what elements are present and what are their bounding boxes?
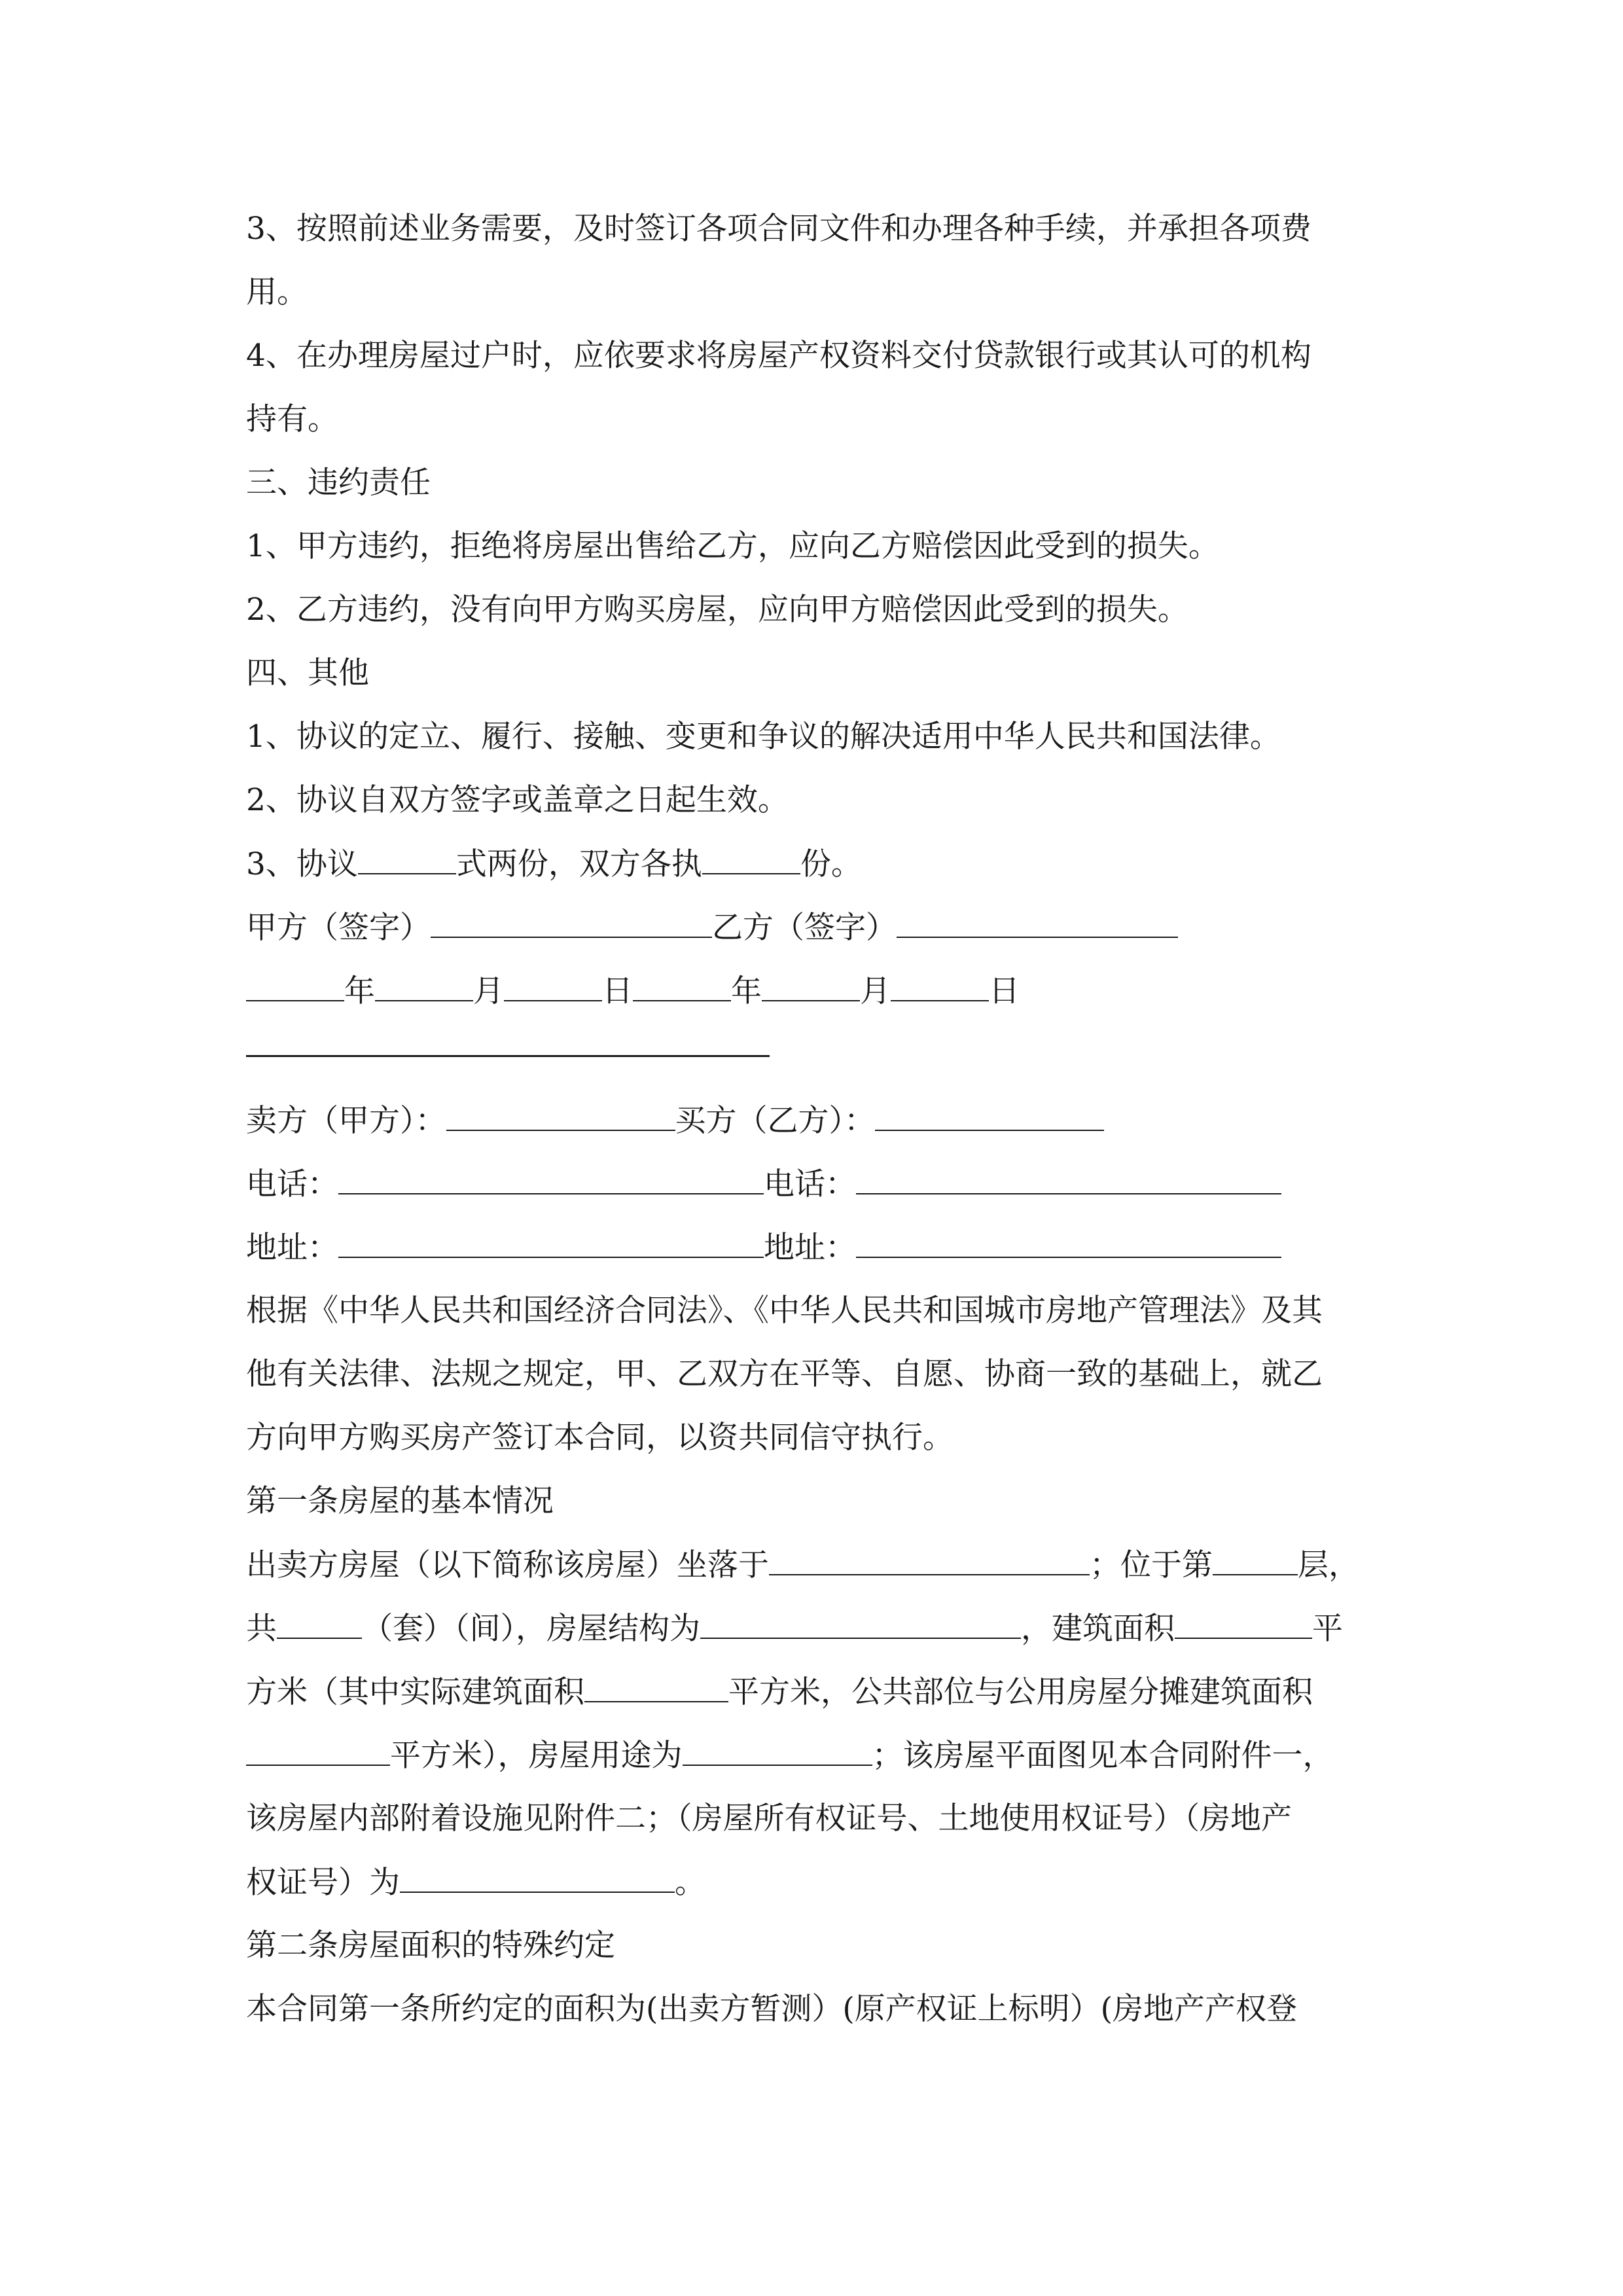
- article1-title: 第一条房屋的基本情况: [246, 1483, 554, 1519]
- buyer-phone-blank[interactable]: [856, 1164, 1281, 1194]
- section-breach-heading: 三、违约责任: [246, 465, 431, 501]
- article1-line4: 平方米），房屋用途为 ；该房屋平面图见本合同附件一，: [246, 1736, 1334, 1775]
- buyer-blank[interactable]: [875, 1101, 1104, 1131]
- usage-blank[interactable]: [683, 1736, 872, 1766]
- month-blank-a[interactable]: [375, 971, 473, 1001]
- other-clause-3: 3、协议 式两份，双方各执 份。: [246, 844, 862, 884]
- party-b-signature-blank[interactable]: [897, 908, 1178, 938]
- total-units-blank[interactable]: [277, 1609, 362, 1639]
- day-blank-a[interactable]: [504, 971, 602, 1001]
- breach-clause-1: 1、甲方违约，拒绝将房屋出售给乙方，应向乙方赔偿因此受到的损失。: [246, 528, 1219, 564]
- day-blank-b[interactable]: [891, 971, 989, 1001]
- other-clause-2: 2、协议自双方签字或盖章之日起生效。: [246, 782, 789, 818]
- month-blank-b[interactable]: [762, 971, 860, 1001]
- article2-title: 第二条房屋面积的特殊约定: [246, 1928, 615, 1964]
- copies-each-blank[interactable]: [702, 844, 800, 874]
- other-clause-1: 1、协议的定立、履行、接触、变更和争议的解决适用中华人民共和国法律。: [246, 719, 1281, 755]
- article1-line3: 方米（其中实际建筑面积 平方米，公共部位与公用房屋分摊建筑面积: [246, 1672, 1313, 1712]
- preamble-line2: 他有关法律、法规之规定，甲、乙双方在平等、自愿、协商一致的基础上，就乙: [246, 1356, 1323, 1392]
- location-blank[interactable]: [769, 1545, 1090, 1575]
- section-other-heading: 四、其他: [246, 655, 369, 691]
- clause-3-line2: 用。: [246, 274, 308, 310]
- date-line: 年 月 日 年 月 日: [246, 971, 1020, 1011]
- breach-clause-2: 2、乙方违约，没有向甲方购买房屋，应向甲方赔偿因此受到的损失。: [246, 592, 1188, 628]
- section-divider: [246, 1055, 770, 1057]
- year-blank-a[interactable]: [246, 971, 344, 1001]
- copies-count-blank[interactable]: [358, 844, 456, 874]
- article1-line5: 该房屋内部附着设施见附件二；（房屋所有权证号、土地使用权证号）（房地产: [246, 1801, 1292, 1837]
- address-line: 地址： 地址：: [246, 1228, 1281, 1267]
- clause-4-line1: 4、在办理房屋过户时，应依要求将房屋产权资料交付贷款银行或其认可的机构: [246, 338, 1311, 374]
- clause-3-line1: 3、按照前述业务需要，及时签订各项合同文件和办理各种手续，并承担各项费: [246, 211, 1311, 247]
- certificate-number-blank[interactable]: [400, 1863, 675, 1893]
- article1-line2: 共 （套）（间），房屋结构为 ，建筑面积 平: [246, 1609, 1343, 1648]
- seller-blank[interactable]: [446, 1101, 675, 1131]
- building-area-blank[interactable]: [1175, 1609, 1312, 1639]
- parties-line: 卖方（甲方）： 买方（乙方）：: [246, 1101, 1104, 1140]
- party-a-signature-blank[interactable]: [431, 908, 712, 938]
- phone-line: 电话： 电话：: [246, 1164, 1281, 1204]
- article2-line1: 本合同第一条所约定的面积为(出卖方暂测）(原产权证上标明）(房地产产权登: [246, 1991, 1298, 2027]
- preamble-line3: 方向甲方购买房产签订本合同，以资共同信守执行。: [246, 1420, 954, 1456]
- structure-blank[interactable]: [700, 1609, 1021, 1639]
- signature-line: 甲方（签字） 乙方（签字）: [246, 908, 1178, 947]
- article1-line1: 出卖方房屋（以下简称该房屋）坐落于 ；位于第 层，: [246, 1545, 1359, 1585]
- actual-area-blank[interactable]: [584, 1672, 728, 1702]
- seller-address-blank[interactable]: [338, 1228, 764, 1258]
- article1-line6: 权证号）为 。: [246, 1863, 705, 1902]
- year-blank-b[interactable]: [633, 971, 731, 1001]
- seller-phone-blank[interactable]: [338, 1164, 764, 1194]
- clause-4-line2: 持有。: [246, 401, 338, 437]
- shared-area-blank[interactable]: [246, 1736, 390, 1766]
- floor-blank[interactable]: [1213, 1545, 1298, 1575]
- buyer-address-blank[interactable]: [856, 1228, 1281, 1258]
- preamble-line1: 根据《中华人民共和国经济合同法》、《中华人民共和国城市房地产管理法》及其: [246, 1293, 1323, 1329]
